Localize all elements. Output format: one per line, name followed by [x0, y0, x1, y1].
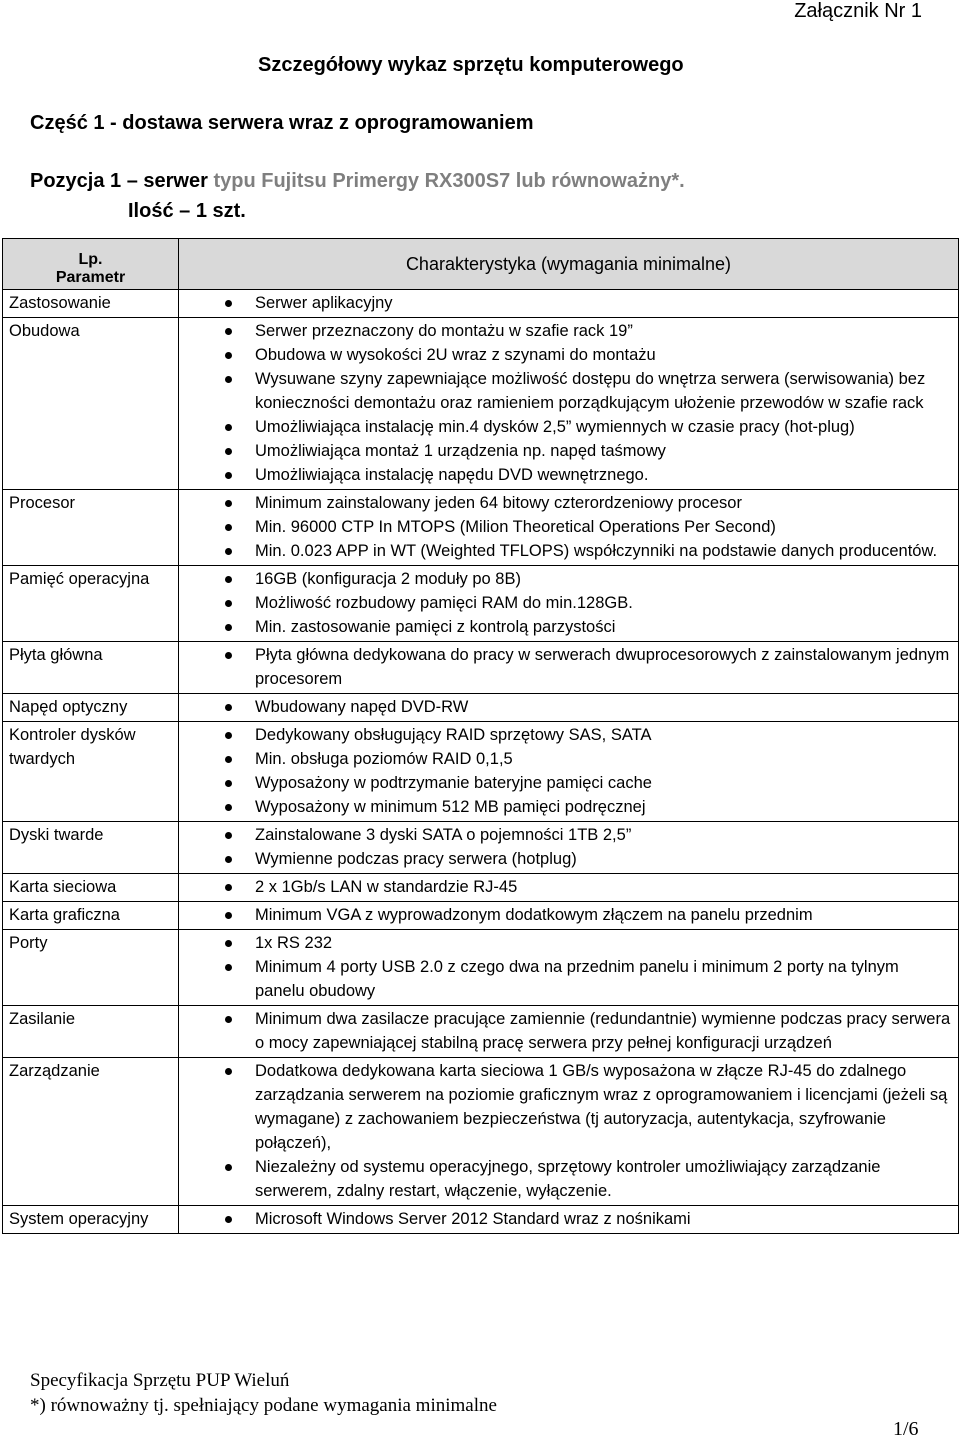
bullet-icon: [225, 756, 232, 763]
list-item: [179, 415, 952, 439]
list-item: [179, 539, 952, 563]
position-model: typu Fujitsu Primergy RX300S7 lub równoważny*.: [207, 170, 685, 192]
list-item: [179, 955, 952, 1003]
bullet-icon: [225, 524, 232, 531]
list-item: [179, 847, 952, 871]
requirements-cell: [179, 1006, 959, 1058]
bullet-icon: [225, 424, 232, 431]
requirements-cell: [179, 490, 959, 566]
bullet-icon: [225, 500, 232, 507]
table-row: [3, 642, 959, 694]
annex-label: Załącznik Nr 1: [794, 0, 922, 22]
bullet-icon: [225, 448, 232, 455]
table-row: [3, 1206, 959, 1234]
list-item: [179, 591, 952, 615]
requirements-list: [179, 291, 952, 315]
bullet-icon: [225, 652, 232, 659]
bullet-icon: [225, 352, 232, 359]
table-row: [3, 930, 959, 1006]
list-item: [179, 1207, 952, 1231]
requirement-text: Umożliwiająca instalację napędu DVD wewnętrznego.: [255, 466, 649, 484]
parameter-cell: Obudowa: [3, 318, 179, 490]
requirements-cell: [179, 694, 959, 722]
list-item: [179, 491, 952, 515]
bullet-icon: [225, 964, 232, 971]
bullet-icon: [225, 704, 232, 711]
parameter-cell: Dyski twarde: [3, 822, 179, 874]
requirements-list: [179, 643, 952, 691]
bullet-icon: [225, 940, 232, 947]
footer-spec-title: Specyfikacja Sprzętu PUP Wieluń: [30, 1370, 290, 1391]
bullet-icon: [225, 1164, 232, 1171]
requirement-text: 2 x 1Gb/s LAN w standardzie RJ-45: [255, 878, 518, 896]
requirements-list: [179, 875, 952, 899]
bullet-icon: [225, 832, 232, 839]
parameter-cell: Zasilanie: [3, 1006, 179, 1058]
requirements-cell: [179, 822, 959, 874]
table-row: [3, 566, 959, 642]
table-row: [3, 722, 959, 822]
requirements-column-header: Charakterystyka (wymagania minimalne): [179, 239, 959, 290]
table-row: [3, 1006, 959, 1058]
requirements-list: [179, 695, 952, 719]
requirements-cell: [179, 1206, 959, 1234]
list-item: [179, 343, 952, 367]
parameter-cell: Kontroler dysków twardych: [3, 722, 179, 822]
table-row: [3, 490, 959, 566]
requirement-text: Min. obsługa poziomów RAID 0,1,5: [255, 750, 513, 768]
requirements-list: [179, 823, 952, 871]
bullet-icon: [225, 804, 232, 811]
parameter-cell: Pamięć operacyjna: [3, 566, 179, 642]
requirement-text: Serwer aplikacyjny: [255, 294, 393, 312]
list-item: [179, 643, 952, 691]
table-row: [3, 1058, 959, 1206]
list-item: [179, 367, 952, 415]
requirement-text: Min. 96000 CTP In MTOPS (Milion Theoretical Operations Per Second): [255, 518, 776, 536]
list-item: [179, 903, 952, 927]
bullet-icon: [225, 912, 232, 919]
parameter-cell: Płyta główna: [3, 642, 179, 694]
requirements-cell: [179, 290, 959, 318]
requirements-list: [179, 1059, 952, 1203]
parameter-cell: Zarządzanie: [3, 1058, 179, 1206]
table-body: [3, 290, 959, 1234]
requirement-text: Niezależny od systemu operacyjnego, sprzętowy kontroler umożliwiający zarządzanie serwerem, zdalny restart, włączenie, wyłączenie.: [255, 1158, 881, 1200]
list-item: [179, 795, 952, 819]
requirement-text: Zainstalowane 3 dyski SATA o pojemności 1TB 2,5”: [255, 826, 632, 844]
list-item: [179, 723, 952, 747]
position-heading: [30, 170, 685, 193]
requirement-text: Wyposażony w podtrzymanie bateryjne pamięci cache: [255, 774, 652, 792]
table-header-row: [3, 239, 959, 290]
list-item: [179, 771, 952, 795]
requirement-text: 16GB (konfiguracja 2 moduły po 8B): [255, 570, 521, 588]
requirements-list: [179, 491, 952, 563]
table-row: [3, 822, 959, 874]
requirements-list: [179, 567, 952, 639]
table-row: [3, 902, 959, 930]
bullet-icon: [225, 780, 232, 787]
list-item: [179, 1059, 952, 1155]
requirement-text: Wymienne podczas pracy serwera (hotplug): [255, 850, 577, 868]
list-item: [179, 1155, 952, 1203]
list-item: [179, 747, 952, 771]
bullet-icon: [225, 328, 232, 335]
requirement-text: Minimum dwa zasilacze pracujące zamiennie (redundantnie) wymienne podczas pracy serwera o mocy zapewniającej stabilną pracę serwera przy pełnej konfiguracji urządzeń: [255, 1010, 951, 1052]
bullet-icon: [225, 624, 232, 631]
requirement-text: Minimum 4 porty USB 2.0 z czego dwa na przednim panelu i minimum 2 porty na tylnym panelu obudowy: [255, 958, 899, 1000]
parameter-cell: Zastosowanie: [3, 290, 179, 318]
parameter-cell: Karta sieciowa: [3, 874, 179, 902]
parameter-cell: Napęd optyczny: [3, 694, 179, 722]
requirements-cell: [179, 1058, 959, 1206]
parameter-cell: Karta graficzna: [3, 902, 179, 930]
page-title: Szczegółowy wykaz sprzętu komputerowego: [258, 54, 684, 76]
bullet-icon: [225, 856, 232, 863]
requirement-text: Microsoft Windows Server 2012 Standard wraz z nośnikami: [255, 1210, 691, 1228]
requirement-text: Min. 0.023 APP in WT (Weighted TFLOPS) współczynniki na podstawie danych producentów.: [255, 542, 938, 560]
requirements-cell: [179, 930, 959, 1006]
requirement-text: Serwer przeznaczony do montażu w szafie rack 19”: [255, 322, 633, 340]
requirement-text: Minimum zainstalowany jeden 64 bitowy czterordzeniowy procesor: [255, 494, 742, 512]
lp-header: Lp.: [78, 251, 103, 268]
bullet-icon: [225, 600, 232, 607]
bullet-icon: [225, 1068, 232, 1075]
list-item: [179, 615, 952, 639]
position-prefix: Pozycja 1 – serwer: [30, 170, 208, 192]
list-item: [179, 439, 952, 463]
quantity-line: Ilość – 1 szt.: [128, 200, 246, 222]
list-item: [179, 319, 952, 343]
requirements-cell: [179, 874, 959, 902]
list-item: [179, 1007, 952, 1055]
table-row: [3, 874, 959, 902]
parameter-column-header: [3, 239, 179, 290]
requirement-text: Płyta główna dedykowana do pracy w serwerach dwuprocesorowych z zainstalowanym jednym procesorem: [255, 646, 950, 688]
list-item: [179, 567, 952, 591]
requirements-list: [179, 319, 952, 487]
list-item: [179, 823, 952, 847]
part-heading: Część 1 - dostawa serwera wraz z oprogramowaniem: [30, 112, 534, 134]
requirement-text: Dodatkowa dedykowana karta sieciowa 1 GB/s wyposażona w złącze RJ-45 do zdalnego zarządzania serwerem na poziomie graficznym wraz z oprogramowaniem i licencjami (jeżeli są wymagane) z zachowaniem bezpieczeństwa (tj autoryzacja, autentykacja, szyfrowanie połączeń),: [255, 1062, 948, 1152]
requirements-list: [179, 723, 952, 819]
requirement-text: Minimum VGA z wyprowadzonym dodatkowym złączem na panelu przednim: [255, 906, 813, 924]
requirement-text: Wbudowany napęd DVD-RW: [255, 698, 469, 716]
list-item: [179, 515, 952, 539]
requirements-cell: [179, 318, 959, 490]
parametr-header: Parametr: [55, 269, 126, 286]
requirement-text: Wyposażony w minimum 512 MB pamięci podręcznej: [255, 798, 646, 816]
table-row: [3, 318, 959, 490]
requirements-cell: [179, 722, 959, 822]
table-row: [3, 290, 959, 318]
bullet-icon: [225, 1016, 232, 1023]
requirement-text: Wysuwane szyny zapewniające możliwość dostępu do wnętrza serwera (serwisowania) bez konieczności demontażu oraz ramieniem porządkującym ułożenie przewodów w szafie rack: [255, 370, 926, 412]
list-item: [179, 695, 952, 719]
list-item: [179, 463, 952, 487]
bullet-icon: [225, 472, 232, 479]
parameter-cell: Porty: [3, 930, 179, 1006]
requirements-cell: [179, 902, 959, 930]
parameter-cell: Procesor: [3, 490, 179, 566]
requirement-text: Dedykowany obsługujący RAID sprzętowy SAS, SATA: [255, 726, 652, 744]
bullet-icon: [225, 548, 232, 555]
parameter-cell: System operacyjny: [3, 1206, 179, 1234]
requirements-cell: [179, 566, 959, 642]
list-item: [179, 291, 952, 315]
requirements-list: [179, 903, 952, 927]
requirements-list: [179, 931, 952, 1003]
requirement-text: Obudowa w wysokości 2U wraz z szynami do montażu: [255, 346, 656, 364]
bullet-icon: [225, 732, 232, 739]
specification-table: [2, 238, 959, 1234]
requirement-text: Umożliwiająca montaż 1 urządzenia np. napęd taśmowy: [255, 442, 666, 460]
requirements-list: [179, 1007, 952, 1055]
requirement-text: Umożliwiająca instalację min.4 dysków 2,5” wymiennych w czasie pracy (hot-plug): [255, 418, 855, 436]
table-row: [3, 694, 959, 722]
requirement-text: 1x RS 232: [255, 934, 333, 952]
footer-note: *) równoważny tj. spełniający podane wymagania minimalne: [30, 1395, 497, 1416]
requirements-cell: [179, 642, 959, 694]
bullet-icon: [225, 884, 232, 891]
bullet-icon: [225, 300, 232, 307]
page-number: 1/6: [893, 1418, 919, 1440]
requirements-list: [179, 1207, 952, 1231]
list-item: [179, 931, 952, 955]
bullet-icon: [225, 1216, 232, 1223]
requirement-text: Możliwość rozbudowy pamięci RAM do min.128GB.: [255, 594, 633, 612]
bullet-icon: [225, 576, 232, 583]
requirement-text: Min. zastosowanie pamięci z kontrolą parzystości: [255, 618, 616, 636]
list-item: [179, 875, 952, 899]
bullet-icon: [225, 376, 232, 383]
